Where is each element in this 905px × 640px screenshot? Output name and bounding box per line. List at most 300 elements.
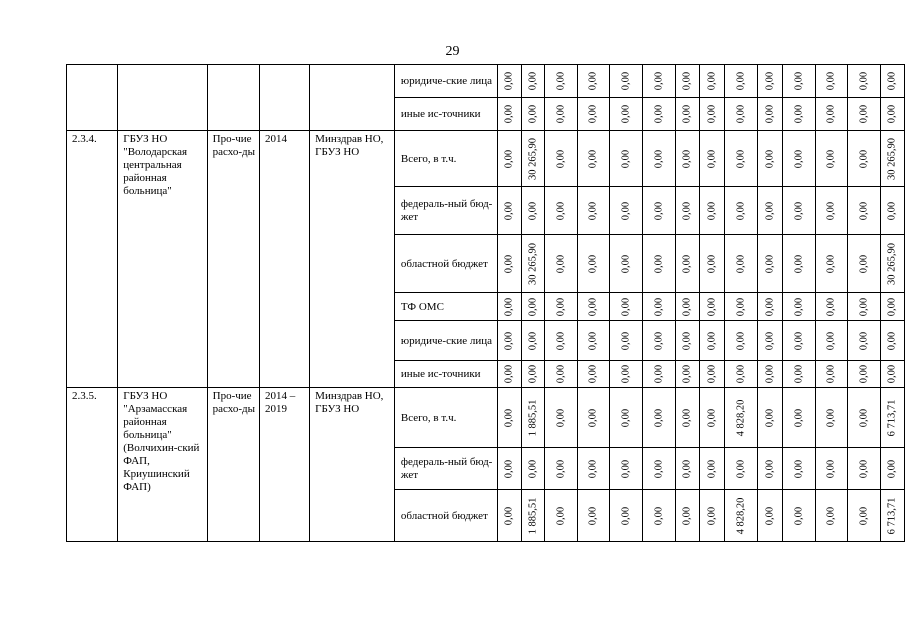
value-cell — [880, 361, 904, 388]
value-text: 0,00 — [735, 297, 747, 316]
value-cell — [782, 448, 815, 490]
value-text: 0,00 — [681, 364, 693, 384]
value-cell — [545, 235, 578, 293]
value-cell — [642, 321, 675, 361]
value-cell — [521, 131, 544, 187]
value-text: 0,00 — [653, 71, 665, 91]
value-cell — [497, 448, 521, 490]
value-text: 0,00 — [764, 254, 776, 273]
value-cell — [545, 98, 578, 131]
value-text: 0,00 — [706, 459, 718, 478]
row-label: Всего, в т.ч. — [394, 131, 497, 187]
value-cell — [848, 187, 881, 235]
value-text: 30 265,90 — [527, 137, 539, 180]
value-text: 0,00 — [793, 297, 805, 316]
value-cell — [610, 321, 643, 361]
value-text: 0,00 — [706, 506, 718, 525]
value-text: 0,00 — [503, 364, 515, 384]
value-cell — [521, 65, 544, 98]
value-cell — [782, 293, 815, 321]
value-cell — [521, 448, 544, 490]
value-cell — [497, 131, 521, 187]
value-text: 0,00 — [681, 254, 693, 273]
value-text: 0,00 — [555, 254, 567, 273]
value-text: 0,00 — [825, 201, 837, 220]
value-cell — [758, 448, 783, 490]
value-cell — [675, 131, 700, 187]
value-text: 0,00 — [555, 149, 567, 168]
value-cell — [497, 321, 521, 361]
value-cell — [610, 187, 643, 235]
value-text: 0,00 — [527, 331, 539, 350]
value-cell — [815, 388, 848, 448]
value-cell — [815, 65, 848, 98]
value-cell — [758, 235, 783, 293]
value-cell — [545, 293, 578, 321]
value-text: 0,00 — [793, 71, 805, 91]
value-text: 0,00 — [706, 364, 718, 384]
value-text: 0,00 — [587, 201, 599, 220]
value-text: 0,00 — [764, 408, 776, 427]
value-text: 0,00 — [793, 459, 805, 478]
value-cell — [577, 490, 610, 542]
value-text: 0,00 — [653, 149, 665, 168]
value-text: 0,00 — [764, 104, 776, 124]
value-text: 0,00 — [735, 331, 747, 350]
value-text: 0,00 — [825, 364, 837, 384]
value-text: 0,00 — [858, 71, 870, 91]
value-cell — [782, 98, 815, 131]
value-text: 0,00 — [886, 71, 898, 91]
value-text: 0,00 — [793, 254, 805, 273]
value-cell — [642, 98, 675, 131]
value-cell — [642, 490, 675, 542]
value-text: 0,00 — [527, 201, 539, 220]
value-cell — [610, 490, 643, 542]
value-text: 0,00 — [793, 331, 805, 350]
value-cell — [725, 448, 758, 490]
value-text: 0,00 — [793, 104, 805, 124]
value-text: 0,00 — [793, 149, 805, 168]
value-text: 0,00 — [587, 254, 599, 273]
entry-year: 2014 – 2019 — [260, 388, 310, 542]
value-cell — [725, 235, 758, 293]
value-cell — [577, 187, 610, 235]
value-text: 30 265,90 — [886, 137, 898, 180]
value-cell — [700, 361, 725, 388]
value-cell — [725, 321, 758, 361]
value-cell — [497, 361, 521, 388]
value-cell — [642, 361, 675, 388]
value-cell — [848, 448, 881, 490]
value-cell — [725, 490, 758, 542]
value-cell — [700, 131, 725, 187]
value-cell — [880, 131, 904, 187]
value-text: 0,00 — [555, 201, 567, 220]
value-cell — [782, 65, 815, 98]
entry-name-cell — [118, 65, 207, 131]
row-label: юридиче-ские лица — [394, 321, 497, 361]
value-cell — [758, 131, 783, 187]
value-text: 1 885,51 — [527, 399, 539, 436]
value-text: 0,00 — [620, 408, 632, 427]
entry-org-cell — [310, 65, 395, 131]
value-text: 0,00 — [587, 71, 599, 91]
value-text: 0,00 — [793, 201, 805, 220]
value-text: 0,00 — [886, 297, 898, 316]
value-text: 0,00 — [555, 408, 567, 427]
value-text: 0,00 — [555, 506, 567, 525]
value-cell — [521, 361, 544, 388]
value-cell — [675, 361, 700, 388]
row-label: юридиче-ские лица — [394, 65, 497, 98]
value-cell — [815, 293, 848, 321]
value-cell — [521, 293, 544, 321]
table-row — [67, 65, 905, 98]
value-text: 0,00 — [620, 201, 632, 220]
value-text: 0,00 — [764, 331, 776, 350]
value-text: 0,00 — [587, 506, 599, 525]
value-text: 0,00 — [858, 297, 870, 316]
value-cell — [880, 65, 904, 98]
value-text: 0,00 — [735, 71, 747, 91]
value-text: 0,00 — [706, 104, 718, 124]
value-text: 0,00 — [681, 149, 693, 168]
value-cell — [880, 448, 904, 490]
table-body — [67, 65, 905, 542]
value-text: 0,00 — [587, 297, 599, 316]
value-cell — [610, 293, 643, 321]
value-cell — [610, 388, 643, 448]
value-text: 0,00 — [653, 104, 665, 124]
value-text: 4 828,20 — [735, 399, 747, 436]
value-text: 0,00 — [764, 201, 776, 220]
value-text: 0,00 — [825, 506, 837, 525]
value-cell — [642, 293, 675, 321]
value-text: 0,00 — [858, 331, 870, 350]
value-cell — [782, 361, 815, 388]
budget-table — [66, 64, 905, 542]
value-text: 0,00 — [735, 201, 747, 220]
value-text: 0,00 — [793, 506, 805, 525]
value-text: 0,00 — [555, 364, 567, 384]
value-text: 0,00 — [555, 71, 567, 91]
value-text: 0,00 — [503, 71, 515, 91]
value-text: 30 265,90 — [527, 242, 539, 285]
value-cell — [675, 187, 700, 235]
value-cell — [497, 187, 521, 235]
value-text: 0,00 — [587, 104, 599, 124]
value-cell — [545, 490, 578, 542]
value-cell — [675, 490, 700, 542]
value-text: 0,00 — [735, 459, 747, 478]
value-text: 0,00 — [793, 364, 805, 384]
entry-year-cell — [260, 65, 310, 131]
value-text: 0,00 — [825, 297, 837, 316]
value-cell — [577, 98, 610, 131]
value-cell — [848, 490, 881, 542]
value-text: 0,00 — [735, 364, 747, 384]
value-text: 0,00 — [793, 408, 805, 427]
value-cell — [700, 448, 725, 490]
value-text: 0,00 — [858, 149, 870, 168]
entry-num-cell — [67, 65, 118, 131]
value-text: 0,00 — [620, 104, 632, 124]
value-cell — [815, 361, 848, 388]
value-cell — [815, 490, 848, 542]
value-text: 0,00 — [503, 459, 515, 478]
value-text: 0,00 — [527, 104, 539, 124]
value-text: 6 713,71 — [886, 399, 898, 436]
value-text: 0,00 — [706, 408, 718, 427]
value-text: 0,00 — [858, 506, 870, 525]
value-text: 0,00 — [735, 149, 747, 168]
value-cell — [642, 235, 675, 293]
row-label: ТФ ОМС — [394, 293, 497, 321]
value-text: 0,00 — [653, 331, 665, 350]
value-text: 0,00 — [764, 364, 776, 384]
value-text: 0,00 — [681, 331, 693, 350]
value-text: 0,00 — [555, 297, 567, 316]
value-text: 6 713,71 — [886, 497, 898, 534]
value-text: 0,00 — [858, 201, 870, 220]
value-text: 0,00 — [527, 364, 539, 384]
value-text: 0,00 — [764, 459, 776, 478]
value-cell — [725, 293, 758, 321]
value-text: 0,00 — [620, 364, 632, 384]
value-text: 0,00 — [858, 104, 870, 124]
value-text: 0,00 — [653, 254, 665, 273]
table-row — [67, 131, 905, 187]
value-text: 0,00 — [653, 506, 665, 525]
value-cell — [815, 187, 848, 235]
value-cell — [642, 131, 675, 187]
value-text: 0,00 — [587, 364, 599, 384]
value-cell — [545, 321, 578, 361]
value-text: 0,00 — [555, 331, 567, 350]
value-cell — [675, 388, 700, 448]
value-cell — [758, 490, 783, 542]
value-cell — [815, 131, 848, 187]
value-text: 0,00 — [886, 104, 898, 124]
value-cell — [815, 98, 848, 131]
value-text: 0,00 — [653, 364, 665, 384]
value-text: 0,00 — [653, 459, 665, 478]
value-cell — [700, 293, 725, 321]
value-text: 0,00 — [706, 297, 718, 316]
value-cell — [758, 98, 783, 131]
value-text: 0,00 — [587, 408, 599, 427]
value-text: 0,00 — [735, 104, 747, 124]
value-text: 0,00 — [858, 254, 870, 273]
value-cell — [880, 293, 904, 321]
value-text: 0,00 — [681, 297, 693, 316]
value-cell — [642, 388, 675, 448]
value-cell — [497, 98, 521, 131]
value-text: 0,00 — [527, 71, 539, 91]
value-cell — [521, 388, 544, 448]
value-cell — [848, 388, 881, 448]
entry-type: Про-чие расхо-ды — [207, 388, 259, 542]
value-cell — [880, 98, 904, 131]
value-cell — [700, 490, 725, 542]
value-cell — [725, 131, 758, 187]
value-cell — [610, 448, 643, 490]
value-text: 0,00 — [503, 297, 515, 316]
value-cell — [758, 65, 783, 98]
value-cell — [675, 98, 700, 131]
value-text: 0,00 — [587, 149, 599, 168]
value-text: 0,00 — [764, 71, 776, 91]
value-cell — [675, 321, 700, 361]
value-cell — [815, 321, 848, 361]
value-text: 0,00 — [825, 408, 837, 427]
value-cell — [782, 388, 815, 448]
row-label: иные ис-точники — [394, 98, 497, 131]
value-text: 0,00 — [681, 506, 693, 525]
value-text: 0,00 — [620, 506, 632, 525]
value-text: 0,00 — [858, 459, 870, 478]
value-text: 0,00 — [706, 149, 718, 168]
value-cell — [725, 187, 758, 235]
value-cell — [848, 321, 881, 361]
value-cell — [758, 361, 783, 388]
value-text: 30 265,90 — [886, 242, 898, 285]
value-text: 0,00 — [858, 364, 870, 384]
value-cell — [782, 187, 815, 235]
entry-type-cell — [207, 65, 259, 131]
value-cell — [815, 448, 848, 490]
entry-type: Про-чие расхо-ды — [207, 131, 259, 388]
value-cell — [497, 235, 521, 293]
value-text: 0,00 — [706, 331, 718, 350]
value-cell — [700, 65, 725, 98]
value-text: 0,00 — [587, 459, 599, 478]
value-cell — [725, 98, 758, 131]
value-cell — [577, 65, 610, 98]
value-text: 0,00 — [620, 459, 632, 478]
value-text: 0,00 — [825, 71, 837, 91]
value-text: 0,00 — [681, 201, 693, 220]
value-cell — [577, 388, 610, 448]
value-cell — [577, 361, 610, 388]
value-cell — [545, 65, 578, 98]
value-cell — [521, 98, 544, 131]
value-text: 0,00 — [653, 408, 665, 427]
row-label: иные ис-точники — [394, 361, 497, 388]
value-text: 0,00 — [681, 408, 693, 427]
value-text: 0,00 — [503, 149, 515, 168]
value-text: 0,00 — [706, 201, 718, 220]
value-cell — [725, 65, 758, 98]
value-cell — [577, 235, 610, 293]
value-text: 0,00 — [620, 331, 632, 350]
value-cell — [545, 187, 578, 235]
value-text: 0,00 — [886, 201, 898, 220]
value-text: 0,00 — [858, 408, 870, 427]
page-number: 29 — [445, 44, 460, 59]
value-cell — [497, 388, 521, 448]
value-cell — [758, 187, 783, 235]
value-text: 1 885,51 — [527, 497, 539, 534]
value-text: 0,00 — [825, 254, 837, 273]
row-label: областной бюджет — [394, 490, 497, 542]
value-cell — [758, 321, 783, 361]
entry-number: 2.3.5. — [67, 388, 118, 542]
value-cell — [725, 361, 758, 388]
value-text: 0,00 — [825, 459, 837, 478]
value-text: 0,00 — [503, 331, 515, 350]
value-cell — [545, 448, 578, 490]
value-cell — [758, 388, 783, 448]
value-cell — [782, 321, 815, 361]
value-cell — [725, 388, 758, 448]
entry-number: 2.3.4. — [67, 131, 118, 388]
value-cell — [880, 235, 904, 293]
value-cell — [675, 448, 700, 490]
value-cell — [545, 361, 578, 388]
value-cell — [848, 293, 881, 321]
value-text: 0,00 — [503, 506, 515, 525]
entry-organization: Минздрав НО, ГБУЗ НО — [310, 131, 395, 388]
value-text: 0,00 — [764, 149, 776, 168]
value-cell — [700, 187, 725, 235]
value-cell — [521, 490, 544, 542]
table-row — [67, 388, 905, 448]
value-text: 0,00 — [764, 297, 776, 316]
row-label: федераль-ный бюд-жет — [394, 448, 497, 490]
value-text: 0,00 — [527, 459, 539, 478]
value-cell — [545, 131, 578, 187]
value-cell — [675, 235, 700, 293]
value-cell — [610, 361, 643, 388]
value-text: 0,00 — [503, 254, 515, 273]
entry-year: 2014 — [260, 131, 310, 388]
value-cell — [521, 187, 544, 235]
value-cell — [577, 293, 610, 321]
value-text: 0,00 — [681, 459, 693, 478]
value-text: 0,00 — [620, 149, 632, 168]
value-text: 0,00 — [825, 331, 837, 350]
value-cell — [782, 131, 815, 187]
value-text: 0,00 — [587, 331, 599, 350]
value-cell — [700, 98, 725, 131]
value-cell — [545, 388, 578, 448]
value-cell — [700, 235, 725, 293]
value-cell — [782, 235, 815, 293]
entry-name: ГБУЗ НО "Арзамасская районная больница" (Волчихин-ский ФАП, Криушинский ФАП) — [118, 388, 207, 542]
value-cell — [675, 293, 700, 321]
value-text: 0,00 — [503, 104, 515, 124]
value-text: 0,00 — [886, 459, 898, 478]
value-cell — [577, 131, 610, 187]
value-text: 0,00 — [735, 254, 747, 273]
value-cell — [521, 235, 544, 293]
value-cell — [848, 65, 881, 98]
value-text: 0,00 — [706, 254, 718, 273]
value-text: 4 828,20 — [735, 497, 747, 534]
value-cell — [497, 65, 521, 98]
value-cell — [880, 187, 904, 235]
value-cell — [880, 321, 904, 361]
value-text: 0,00 — [503, 408, 515, 427]
value-cell — [848, 98, 881, 131]
value-text: 0,00 — [527, 297, 539, 316]
value-cell — [782, 490, 815, 542]
value-cell — [577, 448, 610, 490]
value-cell — [610, 131, 643, 187]
value-cell — [497, 293, 521, 321]
